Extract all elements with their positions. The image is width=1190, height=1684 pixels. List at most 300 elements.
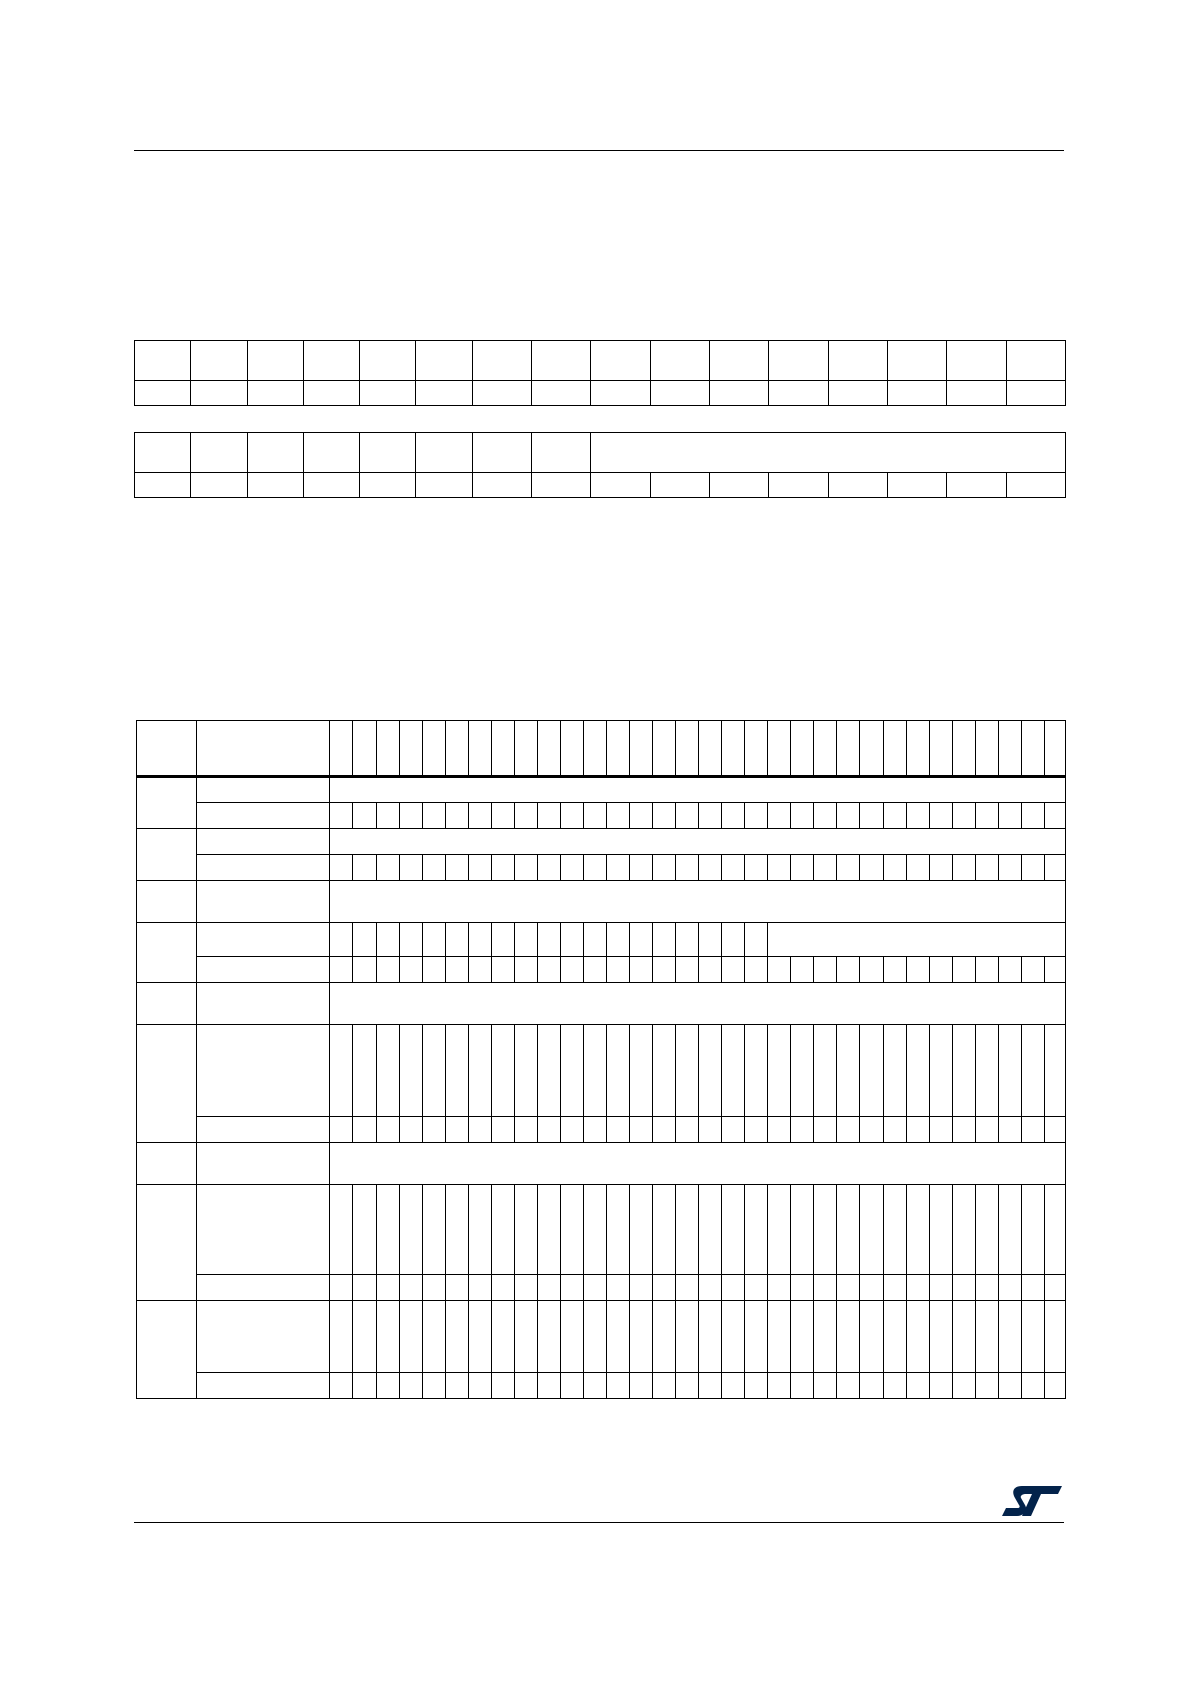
bitfield-access-row [135,381,1066,406]
bit-cell [745,1185,768,1275]
bit-cell [491,1025,514,1117]
reset-value-cell [676,1373,699,1399]
bit-cell [376,923,399,957]
register-map-table [136,720,1066,1399]
bit-cell [998,1301,1021,1373]
register-name-cell [197,855,330,881]
offset-cell [137,1301,197,1399]
reset-value-cell [653,855,676,881]
reset-value-cell [676,855,699,881]
reset-value-cell [491,1117,514,1143]
bit-cell [883,1025,906,1117]
reset-value-cell [998,855,1021,881]
reset-value-cell [791,1117,814,1143]
reset-value-cell [860,803,883,829]
bit-header-cell [929,721,952,777]
bit-cell [583,1185,606,1275]
bit-cell [445,1301,468,1373]
bitfield-access-cell [1006,381,1065,406]
register-row [137,923,1066,957]
bit-header-cell [330,721,353,777]
register-name-cell [197,1117,330,1143]
register-row [137,1185,1066,1275]
reset-value-cell [583,1117,606,1143]
reset-value-cell [445,803,468,829]
reset-value-cell [330,957,353,983]
bit-cell [975,1301,998,1373]
bitfield-access-cell [947,381,1006,406]
register-name-cell [197,923,330,957]
bit-cell [606,1025,629,1117]
register-map-body [137,721,1066,1399]
register-name-cell [197,829,330,855]
bitfield-access-cell [532,473,591,498]
reserved-field-cell [330,983,1066,1025]
reset-value-cell [906,803,929,829]
reset-value-cell [1021,1275,1044,1301]
reset-value-cell [860,1373,883,1399]
bit-header-cell [699,721,722,777]
reset-value-cell [998,1373,1021,1399]
bit-cell [975,1185,998,1275]
reset-value-cell [330,1275,353,1301]
reset-value-cell [975,1373,998,1399]
reset-value-cell [399,1275,422,1301]
bitfield-access-cell [472,381,531,406]
reset-value-cell [376,1275,399,1301]
reset-value-cell [399,957,422,983]
reset-value-cell [376,803,399,829]
bit-cell [998,1025,1021,1117]
reset-value-cell [422,855,445,881]
reset-value-cell [537,855,560,881]
reset-value-cell [330,1373,353,1399]
register-name-cell [197,1143,330,1185]
bit-cell [630,1185,653,1275]
reset-value-cell [906,855,929,881]
reset-value-cell [583,803,606,829]
bitfield-access-cell [360,381,416,406]
reset-value-cell [606,957,629,983]
reset-value-cell [376,1373,399,1399]
reset-value-cell [491,957,514,983]
bit-cell [583,923,606,957]
bit-cell [445,1025,468,1117]
reset-value-cell [353,1275,376,1301]
bit-cell [791,1301,814,1373]
reset-value-cell [583,1373,606,1399]
bitfield-access-cell [887,473,946,498]
bit-header-cell [537,721,560,777]
bit-cell [583,1025,606,1117]
reset-value-cell [883,957,906,983]
reset-value-cell [422,1117,445,1143]
bitfield-name-cell [769,341,828,381]
bit-cell [606,923,629,957]
reserved-field-cell [330,881,1066,923]
reset-value-cell [330,855,353,881]
bit-cell [422,923,445,957]
reset-value-cell [745,1373,768,1399]
bit-cell [768,1185,791,1275]
reset-value-cell [975,855,998,881]
bit-header-cell [860,721,883,777]
reset-value-cell [399,1117,422,1143]
reset-value-cell [468,1275,491,1301]
reset-value-cell [1021,957,1044,983]
bit-cell [376,1301,399,1373]
reset-value-cell [722,1275,745,1301]
bit-cell [837,1185,860,1275]
offset-cell [137,881,197,923]
bit-cell [514,1301,537,1373]
reset-value-cell [791,855,814,881]
reset-value-cell [814,803,837,829]
reset-value-cell [606,1373,629,1399]
bitfield-access-cell [947,473,1006,498]
bit-cell [537,1301,560,1373]
reset-value-cell [1044,803,1065,829]
register-row [137,1117,1066,1143]
bit-header-cell [445,721,468,777]
bit-cell [699,1185,722,1275]
bit-cell [722,1025,745,1117]
bit-header-cell [1044,721,1065,777]
reset-value-cell [791,1275,814,1301]
offset-cell [137,923,197,983]
reset-value-cell [952,1117,975,1143]
reset-value-cell [929,1373,952,1399]
register-row [137,1373,1066,1399]
reset-value-cell [560,1275,583,1301]
reset-value-cell [676,803,699,829]
reset-value-cell [952,957,975,983]
bitfield-access-cell [472,473,531,498]
bit-cell [445,1185,468,1275]
bitfield-name-cell [650,341,709,381]
reset-value-cell [560,855,583,881]
reset-value-cell [445,1373,468,1399]
reset-value-cell [1021,1373,1044,1399]
reset-value-cell [975,1117,998,1143]
bit-header-cell [353,721,376,777]
register-row [137,1025,1066,1117]
reset-value-cell [606,803,629,829]
reset-value-cell [537,803,560,829]
bit-cell [491,923,514,957]
bit-cell [699,1301,722,1373]
reset-value-cell [653,1373,676,1399]
bitfield-access-cell [416,473,472,498]
bitfield-access-cell [650,473,709,498]
reset-value-cell [1044,957,1065,983]
bit-header-cell [514,721,537,777]
register-row [137,1275,1066,1301]
reset-value-cell [514,1275,537,1301]
bitfield-name-cell [828,341,887,381]
reset-value-cell [906,957,929,983]
offset-cell [137,1185,197,1301]
bitfield-access-cell [247,473,303,498]
reset-value-cell [837,957,860,983]
header-rule [134,150,1064,151]
bit-cell [330,1025,353,1117]
reset-value-cell [1021,803,1044,829]
bitfield-access-cell [828,381,887,406]
bitfield-name-cell [135,433,191,473]
reset-value-cell [998,1275,1021,1301]
reset-value-cell [883,1117,906,1143]
reset-value-cell [630,855,653,881]
bit-cell [630,1301,653,1373]
reset-value-cell [768,957,791,983]
bit-cell [399,1025,422,1117]
reset-value-cell [399,803,422,829]
reset-value-cell [929,1117,952,1143]
bitfield-access-cell [710,381,769,406]
bit-cell [560,1301,583,1373]
reset-value-cell [768,1117,791,1143]
bit-cell [699,923,722,957]
reset-value-cell [883,1373,906,1399]
reset-value-cell [468,957,491,983]
bitfield-name-row [135,433,1066,473]
bit-cell [353,1025,376,1117]
reset-value-cell [468,1117,491,1143]
bitfield-name-cell [1006,341,1065,381]
bitfield-table-lower [134,432,1066,498]
reset-value-cell [791,957,814,983]
bitfield-name-cell [947,341,1006,381]
register-row [137,1143,1066,1185]
register-name-cell [197,1185,330,1275]
bit-header-cell [998,721,1021,777]
bitfield-lower-body [135,433,1066,498]
reset-value-cell [491,803,514,829]
reset-value-cell [399,1373,422,1399]
bit-cell [929,1301,952,1373]
register-row [137,881,1066,923]
reset-value-cell [814,1373,837,1399]
bitfield-merged-field-cell [591,433,1066,473]
bitfield-access-cell [303,381,359,406]
bit-cell [330,923,353,957]
register-name-cell [197,1301,330,1373]
bit-cell [768,1025,791,1117]
bitfield-access-cell [191,381,247,406]
bit-cell [653,1301,676,1373]
reset-value-cell [722,1373,745,1399]
reset-value-cell [376,1117,399,1143]
reset-value-cell [998,1117,1021,1143]
reset-value-cell [745,803,768,829]
bitfield-access-cell [303,473,359,498]
register-row [137,983,1066,1025]
bit-cell [929,1025,952,1117]
bit-cell [837,1025,860,1117]
reset-value-cell [699,855,722,881]
bit-cell [768,1301,791,1373]
reset-value-cell [583,855,606,881]
bit-header-cell [1021,721,1044,777]
bit-cell [514,1025,537,1117]
bit-header-cell [952,721,975,777]
register-name-cell [197,803,330,829]
bit-header-cell [906,721,929,777]
reset-value-cell [837,1275,860,1301]
bit-cell [353,1301,376,1373]
bit-header-cell [653,721,676,777]
bit-cell [952,1185,975,1275]
reset-value-cell [1044,1373,1065,1399]
reset-value-cell [952,855,975,881]
bit-header-cell [376,721,399,777]
bitfield-access-cell [416,381,472,406]
reset-value-cell [998,803,1021,829]
offset-cell [137,983,197,1025]
reset-value-cell [883,803,906,829]
bit-cell [676,1025,699,1117]
bit-cell [791,1185,814,1275]
reset-value-cell [445,1275,468,1301]
reset-value-cell [514,1373,537,1399]
bitfield-table-upper [134,340,1066,406]
reset-value-cell [560,957,583,983]
reset-value-cell [653,1117,676,1143]
bit-cell [399,1185,422,1275]
reset-value-cell [952,803,975,829]
reset-value-cell [468,803,491,829]
bit-cell [560,1025,583,1117]
reset-value-cell [722,855,745,881]
reset-value-cell [906,1275,929,1301]
reset-value-cell [952,1373,975,1399]
reset-value-cell [952,1275,975,1301]
reset-value-cell [722,957,745,983]
reserved-field-cell [1044,1025,1065,1117]
reset-value-cell [837,1373,860,1399]
bit-cell [468,1185,491,1275]
reset-value-cell [929,855,952,881]
reset-value-cell [814,1117,837,1143]
bit-cell [722,1301,745,1373]
register-map-header-row [137,721,1066,777]
reset-value-cell [491,1275,514,1301]
bitfield-name-cell [710,341,769,381]
bit-cell [676,1185,699,1275]
reset-value-cell [560,1373,583,1399]
bit-cell [952,1025,975,1117]
reset-value-cell [860,855,883,881]
reset-value-cell [1021,1117,1044,1143]
reset-value-cell [768,1275,791,1301]
bitfield-access-cell [591,381,650,406]
reset-value-cell [1044,855,1065,881]
bit-cell [606,1185,629,1275]
bit-cell [445,923,468,957]
bitfield-name-cell [247,341,303,381]
bit-header-cell [722,721,745,777]
bit-header-cell [468,721,491,777]
bit-cell [929,1185,952,1275]
reset-value-cell [837,1117,860,1143]
bit-header-cell [606,721,629,777]
bit-cell [1021,1301,1044,1373]
reset-value-cell [353,957,376,983]
bit-header-cell [814,721,837,777]
bitfield-name-cell [591,341,650,381]
reset-value-cell [583,957,606,983]
reset-value-cell [699,957,722,983]
reset-value-cell [768,803,791,829]
reset-value-cell [814,957,837,983]
reset-value-cell [883,1275,906,1301]
bit-cell [653,923,676,957]
reset-value-cell [514,1117,537,1143]
bit-cell [676,923,699,957]
reset-value-cell [330,803,353,829]
bit-cell [745,923,768,957]
bit-cell [537,1185,560,1275]
reset-value-cell [606,1275,629,1301]
reset-value-cell [699,803,722,829]
reset-value-cell [860,957,883,983]
reset-value-cell [560,1117,583,1143]
reset-value-cell [353,1373,376,1399]
bit-cell [560,1185,583,1275]
bitfield-name-cell [191,433,247,473]
bit-header-cell [560,721,583,777]
bitfield-access-cell [135,473,191,498]
reset-value-cell [699,1373,722,1399]
reserved-field-cell [330,1143,1066,1185]
bitfield-access-cell [887,381,946,406]
bit-header-cell [422,721,445,777]
bit-cell [906,1301,929,1373]
footer-rule [134,1522,1064,1523]
reset-value-cell [514,803,537,829]
reset-value-cell [791,803,814,829]
bit-cell [1044,1301,1065,1373]
bitfield-name-cell [472,433,531,473]
bit-header-cell [768,721,791,777]
reset-value-cell [537,957,560,983]
bit-cell [330,1301,353,1373]
reset-value-cell [468,1373,491,1399]
reset-value-cell [768,855,791,881]
bit-cell [560,923,583,957]
reset-value-cell [353,1117,376,1143]
bitfield-access-cell [135,381,191,406]
bitfield-name-cell [416,433,472,473]
bit-cell [537,923,560,957]
reset-value-cell [699,1117,722,1143]
reset-value-cell [606,1117,629,1143]
bit-cell [514,1185,537,1275]
reset-value-cell [975,803,998,829]
bitfield-access-row [135,473,1066,498]
reset-value-cell [676,957,699,983]
bitfield-name-cell [360,433,416,473]
reserved-field-cell [330,777,1066,803]
reset-value-cell [745,1117,768,1143]
reset-value-cell [514,957,537,983]
bit-cell [906,1185,929,1275]
register-row [137,1301,1066,1373]
register-name-cell [197,983,330,1025]
bitfield-name-cell [532,341,591,381]
reset-value-cell [468,855,491,881]
